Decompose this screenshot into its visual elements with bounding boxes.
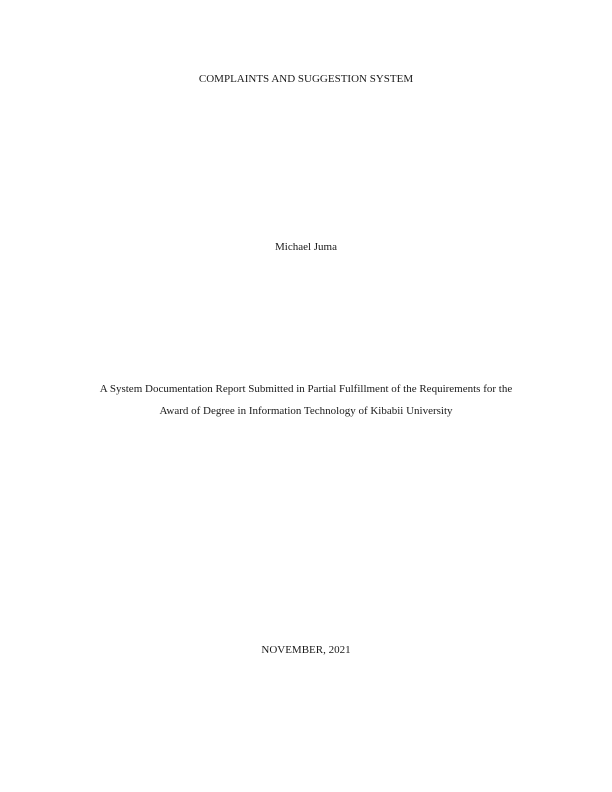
document-title: COMPLAINTS AND SUGGESTION SYSTEM — [198, 73, 414, 85]
report-description-line-1: A System Documentation Report Submitted in Partial Fulfillment of the Requirements for the — [99, 383, 513, 395]
submission-date: NOVEMBER, 2021 — [261, 644, 351, 656]
author-name: Michael Juma — [274, 241, 337, 253]
report-description-line-2: Award of Degree in Information Technology of Kibabii University — [159, 405, 453, 417]
